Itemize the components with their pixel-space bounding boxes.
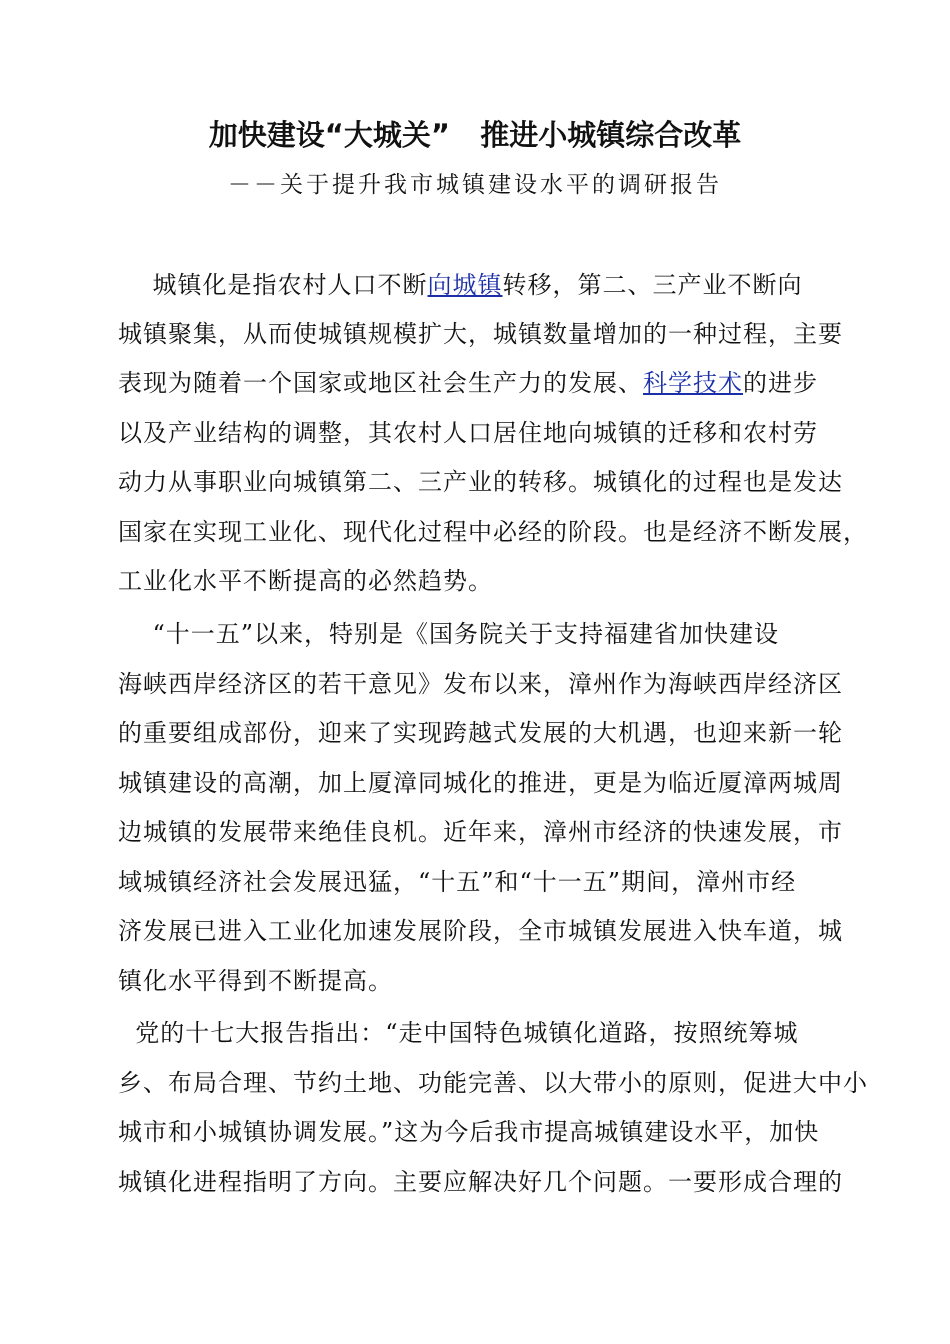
paragraph-2-line-8: 镇化水平得到不断提高。: [118, 967, 393, 995]
paragraph-2-line-5: 边城镇的发展带来绝佳良机。近年来，漳州市经济的快速发展，市: [118, 818, 843, 846]
paragraph-2-line-2: 海峡西岸经济区的若干意见》发布以来，漳州作为海峡西岸经济区: [118, 670, 843, 698]
paragraph-1-line-2: 城镇聚集，从而使城镇规模扩大，城镇数量增加的一种过程，主要: [118, 320, 843, 348]
paragraph-1-line-3: [118, 366, 858, 400]
paragraph-1-text: 表现为随着一个国家或地区社会生产力的发展、: [118, 369, 643, 397]
paragraph-1-line-1: [118, 268, 858, 302]
paragraph-1-line-5: 动力从事职业向城镇第二、三产业的转移。城镇化的过程也是发达: [118, 468, 843, 496]
paragraph-3-line-3: 城市和小城镇协调发展。”这为今后我市提高城镇建设水平，加快: [118, 1118, 820, 1146]
paragraph-1-line-6: 国家在实现工业化、现代化过程中必经的阶段。也是经济不断发展，: [118, 518, 868, 546]
paragraph-1-line-4: 以及产业结构的调整，其农村人口居住地向城镇的迁移和农村劳: [118, 419, 818, 447]
paragraph-2-line-6: 域城镇经济社会发展迅猛，“十五”和“十一五”期间，漳州市经: [118, 868, 797, 896]
paragraph-1-text: 城镇化是指农村人口不断: [118, 271, 428, 299]
document-subtitle: －－关于提升我市城镇建设水平的调研报告: [228, 172, 722, 198]
paragraph-1-text: 的进步: [743, 369, 818, 397]
link-xiang-chengzhen[interactable]: 向城镇: [427, 271, 503, 299]
paragraph-2-line-3: 的重要组成部份，迎来了实现跨越式发展的大机遇，也迎来新一轮: [118, 719, 843, 747]
paragraph-3-line-1: 党的十七大报告指出：“走中国特色城镇化道路，按照统筹城: [118, 1019, 799, 1047]
paragraph-2-line-7: 济发展已进入工业化加速发展阶段，全市城镇发展进入快车道，城: [118, 917, 843, 945]
paragraph-2-line-1: “十一五”以来，特别是《国务院关于支持福建省加快建设: [118, 620, 780, 648]
paragraph-1-line-7: 工业化水平不断提高的必然趋势。: [118, 567, 493, 595]
paragraph-1-text: 转移，第二、三产业不断向: [502, 271, 803, 299]
paragraph-3-line-4: 城镇化进程指明了方向。主要应解决好几个问题。一要形成合理的: [118, 1168, 843, 1196]
paragraph-3-line-2: 乡、布局合理、节约土地、功能完善、以大带小的原则，促进大中小: [118, 1069, 868, 1097]
link-kexue-jishu[interactable]: 科学技术: [643, 369, 743, 397]
paragraph-2-line-4: 城镇建设的高潮，加上厦漳同城化的推进，更是为临近厦漳两城周: [118, 769, 843, 797]
document-title: 加快建设“大城关” 推进小城镇综合改革: [208, 118, 742, 152]
